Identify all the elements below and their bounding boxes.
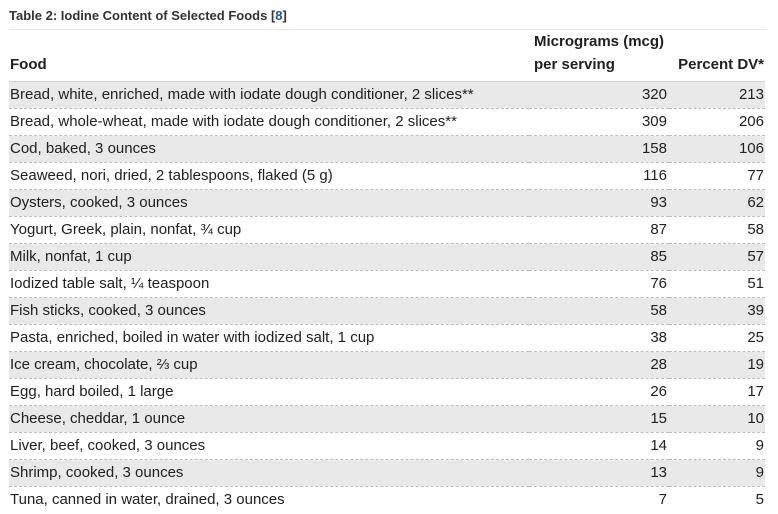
food-cell: Ice cream, chocolate, ⅔ cup — [9, 352, 529, 379]
micrograms-cell: 58 — [529, 298, 669, 325]
percent-dv-cell: 17 — [669, 379, 765, 406]
food-cell: Egg, hard boiled, 1 large — [9, 379, 529, 406]
table-row — [9, 82, 765, 109]
food-cell: Yogurt, Greek, plain, nonfat, ¾ cup — [9, 217, 529, 244]
food-cell: Tuna, canned in water, drained, 3 ounces — [9, 487, 529, 514]
percent-dv-cell: 57 — [669, 244, 765, 271]
food-cell: Seaweed, nori, dried, 2 tablespoons, flaked (5 g) — [9, 163, 529, 190]
table-row — [9, 352, 765, 379]
micrograms-cell: 320 — [529, 82, 669, 109]
food-cell: Milk, nonfat, 1 cup — [9, 244, 529, 271]
reference-link[interactable]: 8 — [275, 8, 283, 23]
food-cell: Oysters, cooked, 3 ounces — [9, 190, 529, 217]
micrograms-cell: 87 — [529, 217, 669, 244]
percent-dv-cell: 77 — [669, 163, 765, 190]
food-cell: Cheese, cheddar, 1 ounce — [9, 406, 529, 433]
table-row — [9, 217, 765, 244]
micrograms-cell: 309 — [529, 109, 669, 136]
table-row — [9, 136, 765, 163]
table-row — [9, 271, 765, 298]
micrograms-cell: 93 — [529, 190, 669, 217]
percent-dv-cell: 5 — [669, 487, 765, 514]
percent-dv-cell: 58 — [669, 217, 765, 244]
micrograms-cell: 28 — [529, 352, 669, 379]
percent-dv-cell: 206 — [669, 109, 765, 136]
micrograms-cell: 7 — [529, 487, 669, 514]
micrograms-cell: 14 — [529, 433, 669, 460]
food-cell: Bread, white, enriched, made with iodate dough conditioner, 2 slices** — [9, 82, 529, 109]
table-row — [9, 190, 765, 217]
micrograms-cell: 85 — [529, 244, 669, 271]
percent-dv-cell: 39 — [669, 298, 765, 325]
micrograms-cell: 76 — [529, 271, 669, 298]
percent-dv-cell: 19 — [669, 352, 765, 379]
table-row — [9, 298, 765, 325]
percent-dv-cell: 25 — [669, 325, 765, 352]
food-cell: Iodized table salt, ¼ teaspoon — [9, 271, 529, 298]
table-row — [9, 487, 765, 514]
header-micrograms — [529, 30, 669, 82]
food-cell: Liver, beef, cooked, 3 ounces — [9, 433, 529, 460]
percent-dv-cell: 9 — [669, 433, 765, 460]
micrograms-cell: 116 — [529, 163, 669, 190]
table-header-row — [9, 30, 765, 82]
micrograms-cell: 158 — [529, 136, 669, 163]
table-caption — [9, 0, 767, 30]
percent-dv-cell: 51 — [669, 271, 765, 298]
micrograms-cell: 26 — [529, 379, 669, 406]
micrograms-cell: 13 — [529, 460, 669, 487]
iodine-table-section — [9, 0, 767, 514]
percent-dv-cell: 10 — [669, 406, 765, 433]
table-body — [9, 82, 765, 514]
iodine-content-table — [9, 30, 765, 514]
food-cell: Shrimp, cooked, 3 ounces — [9, 460, 529, 487]
table-row — [9, 244, 765, 271]
micrograms-cell: 15 — [529, 406, 669, 433]
table-row — [9, 379, 765, 406]
header-percent-dv: Percent DV* — [669, 30, 765, 82]
percent-dv-cell: 106 — [669, 136, 765, 163]
table-caption-close: ] — [282, 8, 287, 23]
food-cell: Cod, baked, 3 ounces — [9, 136, 529, 163]
table-row — [9, 109, 765, 136]
percent-dv-cell: 213 — [669, 82, 765, 109]
header-food: Food — [9, 30, 529, 82]
food-cell: Pasta, enriched, boiled in water with iodized salt, 1 cup — [9, 325, 529, 352]
percent-dv-cell: 9 — [669, 460, 765, 487]
header-micrograms-line2: per serving — [534, 56, 615, 73]
food-cell: Bread, whole-wheat, made with iodate dough conditioner, 2 slices** — [9, 109, 529, 136]
micrograms-cell: 38 — [529, 325, 669, 352]
table-row — [9, 406, 765, 433]
table-row — [9, 460, 765, 487]
food-cell: Fish sticks, cooked, 3 ounces — [9, 298, 529, 325]
table-row — [9, 433, 765, 460]
header-micrograms-line1: Micrograms (mcg) — [534, 33, 665, 50]
table-row — [9, 325, 765, 352]
table-row — [9, 163, 765, 190]
percent-dv-cell: 62 — [669, 190, 765, 217]
table-caption-text: Table 2: Iodine Content of Selected Foods [ — [9, 8, 276, 23]
